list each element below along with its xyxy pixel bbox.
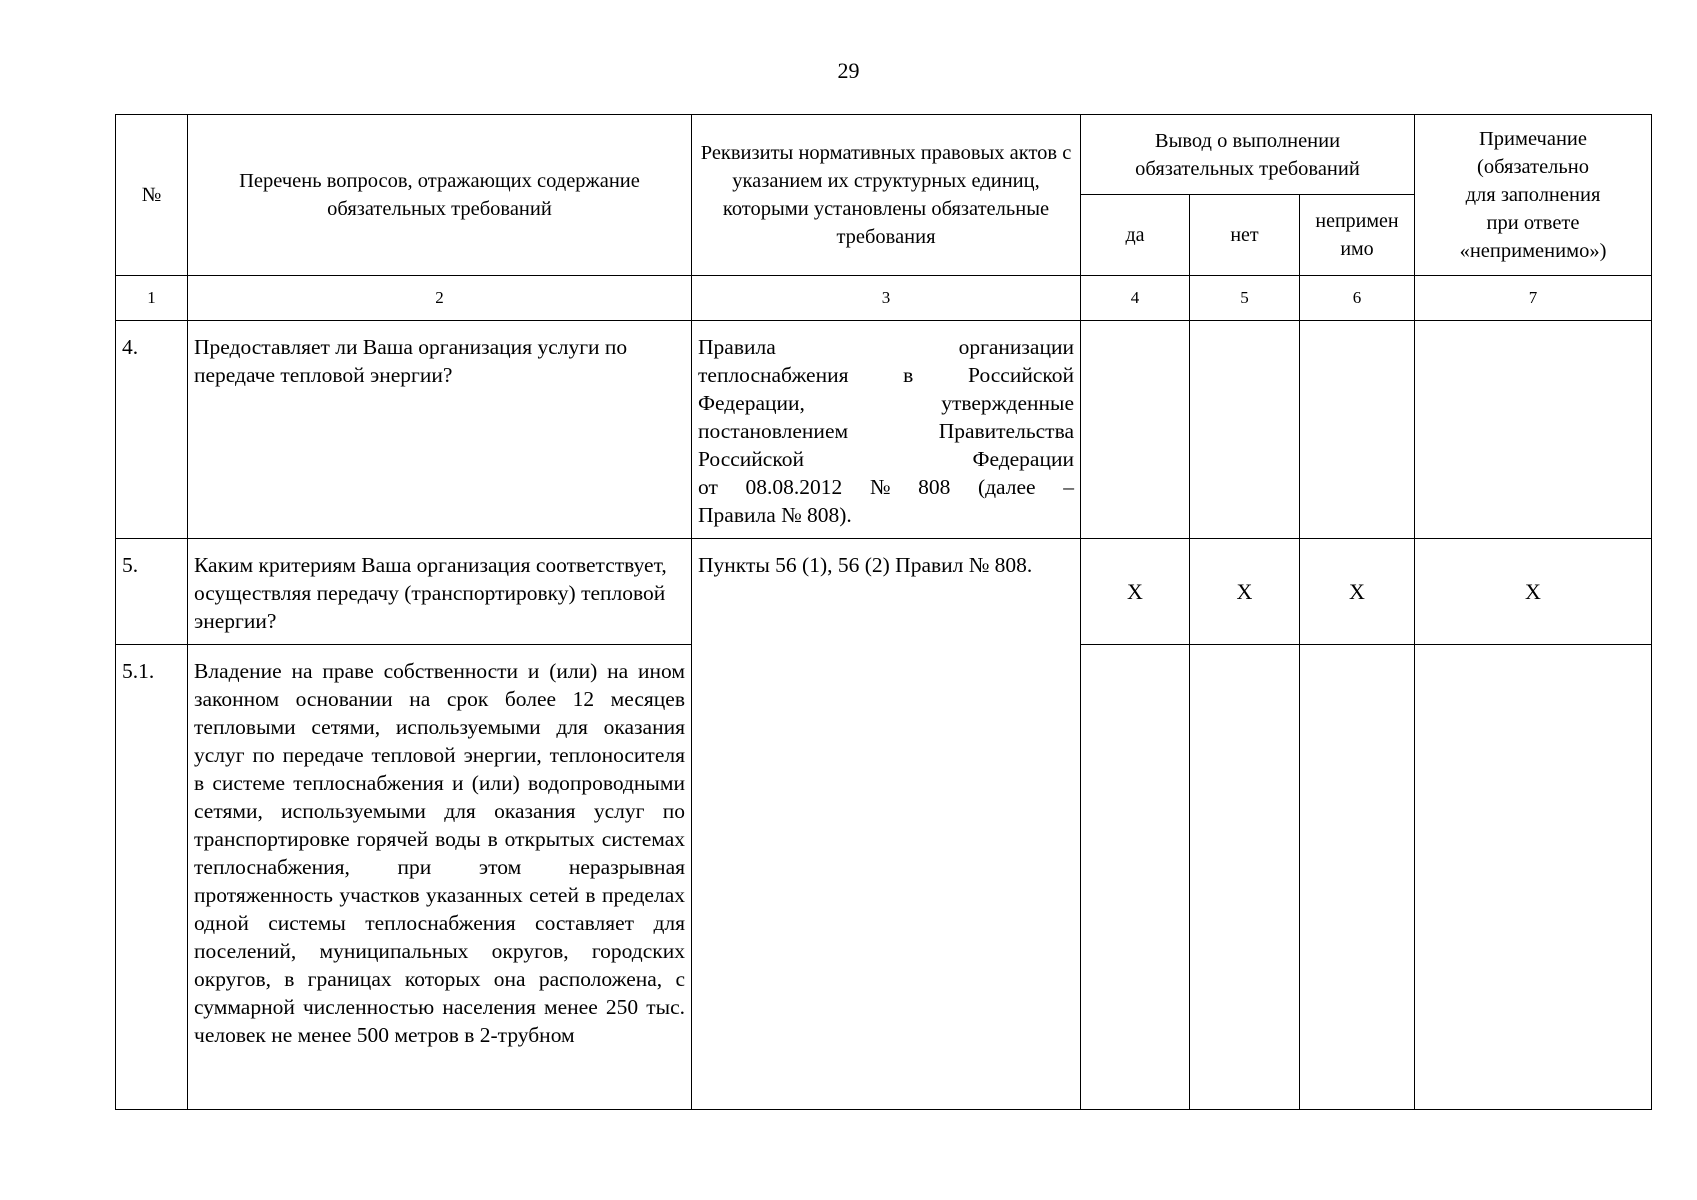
header-requisites: Реквизиты нормативных правовых актов с указанием их структурных единиц, которыми установлены обязательные требования bbox=[692, 115, 1081, 276]
row-number: 5.1. bbox=[116, 645, 188, 1110]
requisites-word: № bbox=[869, 475, 891, 499]
requisites-word: Российской bbox=[698, 447, 804, 471]
requisites-word: (далее bbox=[977, 475, 1036, 499]
page-number: 29 bbox=[837, 58, 860, 83]
requisites-line bbox=[698, 361, 1074, 389]
requisites-text bbox=[698, 333, 1074, 529]
requisites-word: 08.08.2012 bbox=[745, 475, 843, 499]
answer-na-cell[interactable] bbox=[1300, 321, 1415, 539]
row-number: 5. bbox=[116, 539, 188, 645]
requisites-line bbox=[698, 473, 1074, 501]
column-number-2: 2 bbox=[188, 276, 692, 321]
header-yes: да bbox=[1081, 195, 1190, 276]
column-number-6: 6 bbox=[1300, 276, 1415, 321]
column-number-5: 5 bbox=[1190, 276, 1300, 321]
requisites-word: Российской bbox=[968, 363, 1074, 387]
requisites-word: постановлением bbox=[698, 419, 849, 443]
header-questions: Перечень вопросов, отражающих содержание обязательных требований bbox=[188, 115, 692, 276]
column-number-7: 7 bbox=[1415, 276, 1652, 321]
row-requisites bbox=[692, 321, 1081, 539]
requisites-word: от bbox=[698, 475, 718, 499]
column-number-3: 3 bbox=[692, 276, 1081, 321]
table-row bbox=[116, 321, 1652, 539]
requisites-line bbox=[698, 445, 1074, 473]
answer-na-mark: X bbox=[1300, 539, 1415, 645]
header-note-line1: Примечание bbox=[1478, 128, 1588, 150]
column-number-row bbox=[116, 276, 1652, 321]
requisites-word: Правила bbox=[698, 335, 776, 359]
header-note-line2: (обязательно bbox=[1477, 156, 1589, 178]
answer-yes-cell[interactable] bbox=[1081, 321, 1190, 539]
header-not-applicable bbox=[1300, 195, 1415, 276]
answer-no-cell[interactable] bbox=[1190, 321, 1300, 539]
row-question: Владение на праве собственности и (или) на ином законном основании на срок более 12 месяцев тепловыми сетями, используемыми для оказания услуг по передаче тепловой энергии, теплоносителя в системе теплоснабжения и (или) водопроводными сетями, используемыми для оказания услуг по транспортировке горячей воды в открытых системах теплоснабжения, при этом неразрывная протяженность участков указанных сетей в пределах одной системы теплоснабжения составляет для поселений, муниципальных округов, городских округов, в границах которых она расположена, с суммарной численностью населения менее 250 тыс. человек не менее 500 метров в 2-трубном bbox=[188, 645, 692, 1110]
answer-no-mark: X bbox=[1190, 539, 1300, 645]
checklist-table bbox=[115, 114, 1652, 1110]
requisites-line bbox=[698, 333, 1074, 361]
header-not-applicable-line2: имо bbox=[1340, 238, 1374, 260]
answer-na-cell[interactable] bbox=[1300, 645, 1415, 1110]
header-conclusion: Вывод о выполнении обязательных требований bbox=[1081, 115, 1415, 195]
requisites-word: – bbox=[1063, 475, 1074, 499]
requisites-word: 808 bbox=[918, 475, 951, 499]
requisites-line bbox=[698, 389, 1074, 417]
requisites-word: Федерации, bbox=[698, 391, 805, 415]
requisites-word: утвержденные bbox=[941, 391, 1074, 415]
requisites-word: в bbox=[903, 363, 914, 387]
row-question: Предоставляет ли Ваша организация услуги по передаче тепловой энергии? bbox=[188, 321, 692, 539]
requisites-line bbox=[698, 501, 1074, 529]
header-note-line3: для заполнения bbox=[1465, 184, 1601, 206]
requisites-word: организации bbox=[958, 335, 1074, 359]
row-question: Каким критериям Ваша организация соответствует, осуществляя передачу (транспортировку) тепловой энергии? bbox=[188, 539, 692, 645]
header-note bbox=[1415, 115, 1652, 276]
requisites-word: Федерации bbox=[972, 447, 1074, 471]
answer-yes-mark: X bbox=[1081, 539, 1190, 645]
answer-no-cell[interactable] bbox=[1190, 645, 1300, 1110]
header-num: № bbox=[116, 115, 188, 276]
answer-yes-cell[interactable] bbox=[1081, 645, 1190, 1110]
column-number-4: 4 bbox=[1081, 276, 1190, 321]
header-row-1 bbox=[116, 115, 1652, 195]
header-note-line5: «неприменимо») bbox=[1459, 240, 1607, 262]
header-not-applicable-line1: неприме​н bbox=[1315, 210, 1399, 232]
requisites-word: Правила № 808). bbox=[698, 503, 852, 527]
requisites-word: Правительства bbox=[938, 419, 1074, 443]
requisites-word: теплоснабжения bbox=[698, 363, 849, 387]
header-no: нет bbox=[1190, 195, 1300, 276]
table-row bbox=[116, 539, 1652, 645]
row-requisites: Пункты 56 (1), 56 (2) Правил № 808. bbox=[692, 539, 1081, 1110]
note-cell[interactable] bbox=[1415, 645, 1652, 1110]
header-note-line4: при ответе bbox=[1486, 212, 1580, 234]
column-number-1: 1 bbox=[116, 276, 188, 321]
row-number: 4. bbox=[116, 321, 188, 539]
note-cell[interactable] bbox=[1415, 321, 1652, 539]
note-mark: X bbox=[1415, 539, 1652, 645]
requisites-line bbox=[698, 417, 1074, 445]
